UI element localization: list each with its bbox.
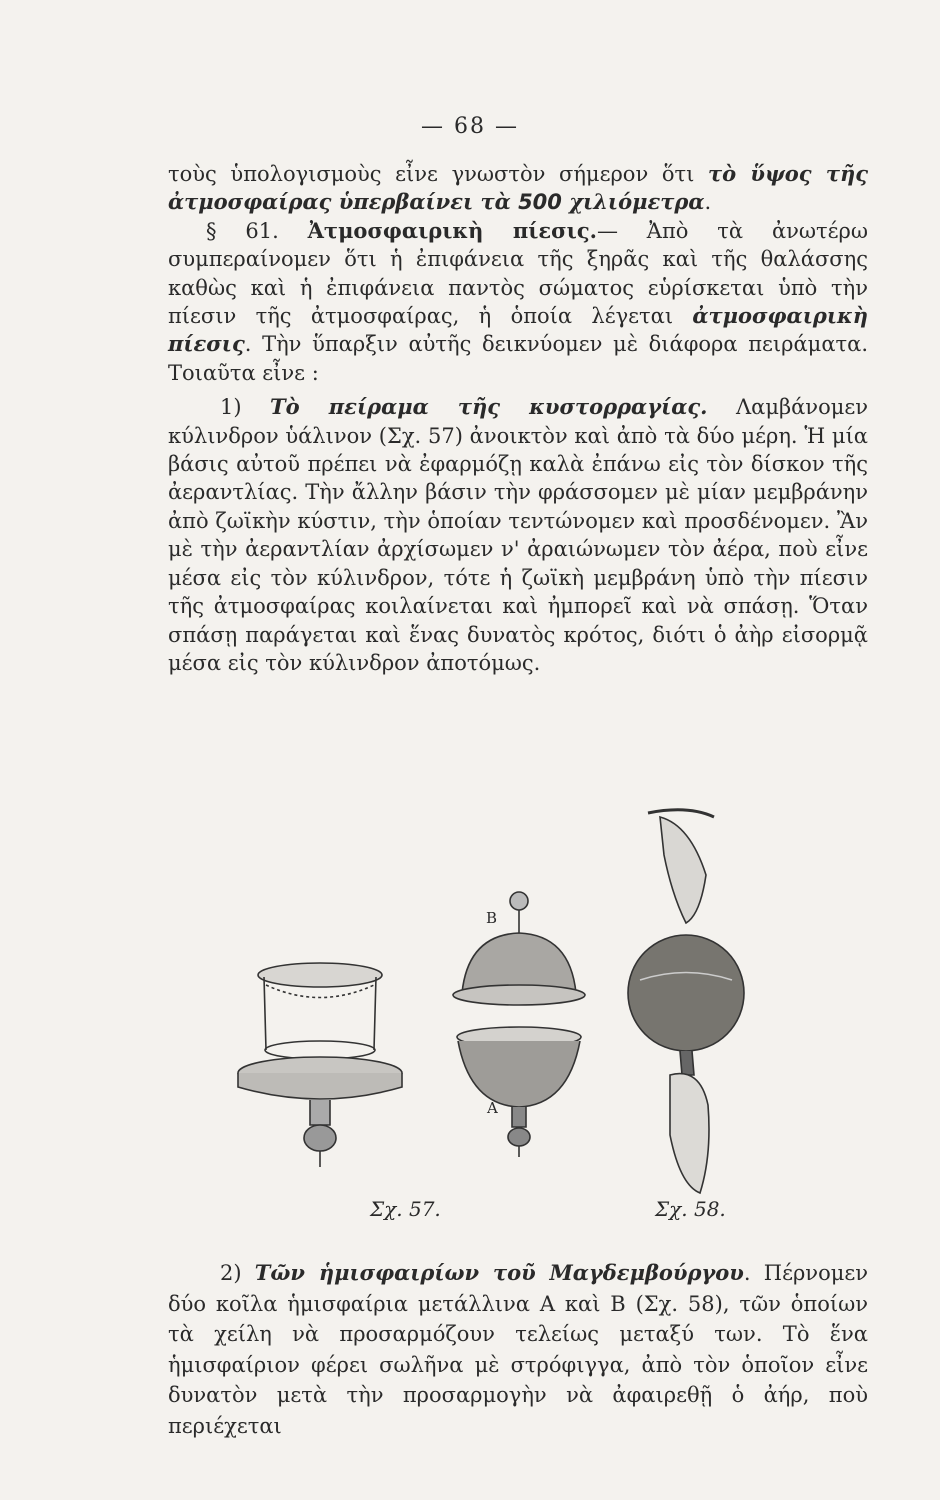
label-b: B bbox=[486, 909, 498, 927]
section-heading: Ἀτμοσφαιρικὴ πίεσις. bbox=[307, 217, 597, 243]
body-text-top bbox=[168, 160, 868, 677]
page-number: — 68 — bbox=[421, 114, 519, 139]
caption-fig-58: Σχ. 58. bbox=[655, 1197, 726, 1221]
paragraph-1: τοὺς ὑπολογισμοὺς εἶνε γνωστὸν σήμερον ὅτι τὸ ὕψος τῆς ἀτμοσφαίρας ὑπερβαίνει τὰ 500 χιλιόμετρα. bbox=[168, 161, 869, 215]
caption-fig-57: Σχ. 57. bbox=[370, 1197, 441, 1221]
separated-hemispheres-figure bbox=[453, 892, 585, 1157]
paragraph-4: 2) Τῶν ἡμισφαιρίων τοῦ Μαγδεμβούργου. Πέρνομεν δύο κοῖλα ἡμισφαίρια μετάλλινα A καὶ B (Σχ. 58), τῶν ὁποίων τὰ χείλη νὰ προσαρμόζουν τελείως μεταξύ των. Τὸ ἕνα ἡμισφαίριον φέρει σωλῆνα μὲ στρόφιγγα, ἀπὸ τὸν ὁποῖον εἶνε δυνατὸν μετὰ τὴν προσαρμογὴν νὰ ἀφαιρεθῇ ὁ ἀήρ, ποὺ περιέχεται bbox=[168, 1260, 869, 1438]
figure-illustrations bbox=[220, 805, 780, 1205]
cylinder-apparatus-figure bbox=[238, 963, 402, 1167]
paragraph-2: § 61. Ἀτμοσφαιρικὴ πίεσις.— Ἀπὸ τὰ ἀνωτέρω συμπεραίνομεν ὅτι ἡ ἐπιφάνεια τῆς ξηρᾶς καὶ τῆς θαλάσσης καθὼς καὶ ἡ ἐπιφάνεια παντὸς σώματος εὑρίσκεται ὑπὸ τὴν πίεσιν τῆς ἀτμοσφαίρας, ἡ ὁποία λέγεται ἀτμοσφαιρικὴ πίεσις. Τὴν ὕπαρξιν αὐτῆς δεικνύομεν μὲ διάφορα πειράματα. Τοιαῦτα εἶνε : bbox=[168, 217, 868, 385]
label-a: A bbox=[487, 1099, 498, 1117]
paragraph-3: 1) Τὸ πείραμα τῆς κυστορραγίας. Λαμβάνομεν κύλινδρον ὑάλινον (Σχ. 57) ἀνοικτὸν καὶ ἀπὸ τὰ δύο μέρη. Ἡ μία βάσις αὐτοῦ πρέπει νὰ ἐφαρμόζῃ καλὰ ἐπάνω εἰς τὸν δίσκον τῆς ἀεραντλίας. Τὴν ἄλλην βάσιν τὴν φράσσομεν μὲ μίαν μεμβράνην ἀπὸ ζωϊκὴν κύστιν, τὴν ὁποίαν τεντώνομεν καὶ προσδένομεν. Ἂν μὲ τὴν ἀεραντλίαν ἀρχίσωμεν ν' ἀραιώνωμεν τὸν ἀέρα, ποὺ εἶνε μέσα εἰς τὸν κύλινδρον, τότε ἡ ζωϊκὴ μεμβράνη ὑπὸ τὴν πίεσιν τῆς ἀτμοσφαίρας κοιλαίνεται καὶ ἠμπορεῖ καὶ νὰ σπάσῃ. Ὅταν σπάσῃ παράγεται καὶ ἕνας δυνατὸς κρότος, διότι ὁ ἀὴρ εἰσορμᾷ μέσα εἰς τὸν κύλινδρον ἀποτόμως. bbox=[168, 394, 869, 675]
body-text-bottom bbox=[168, 1258, 868, 1441]
joined-sphere-figure bbox=[628, 810, 744, 1193]
